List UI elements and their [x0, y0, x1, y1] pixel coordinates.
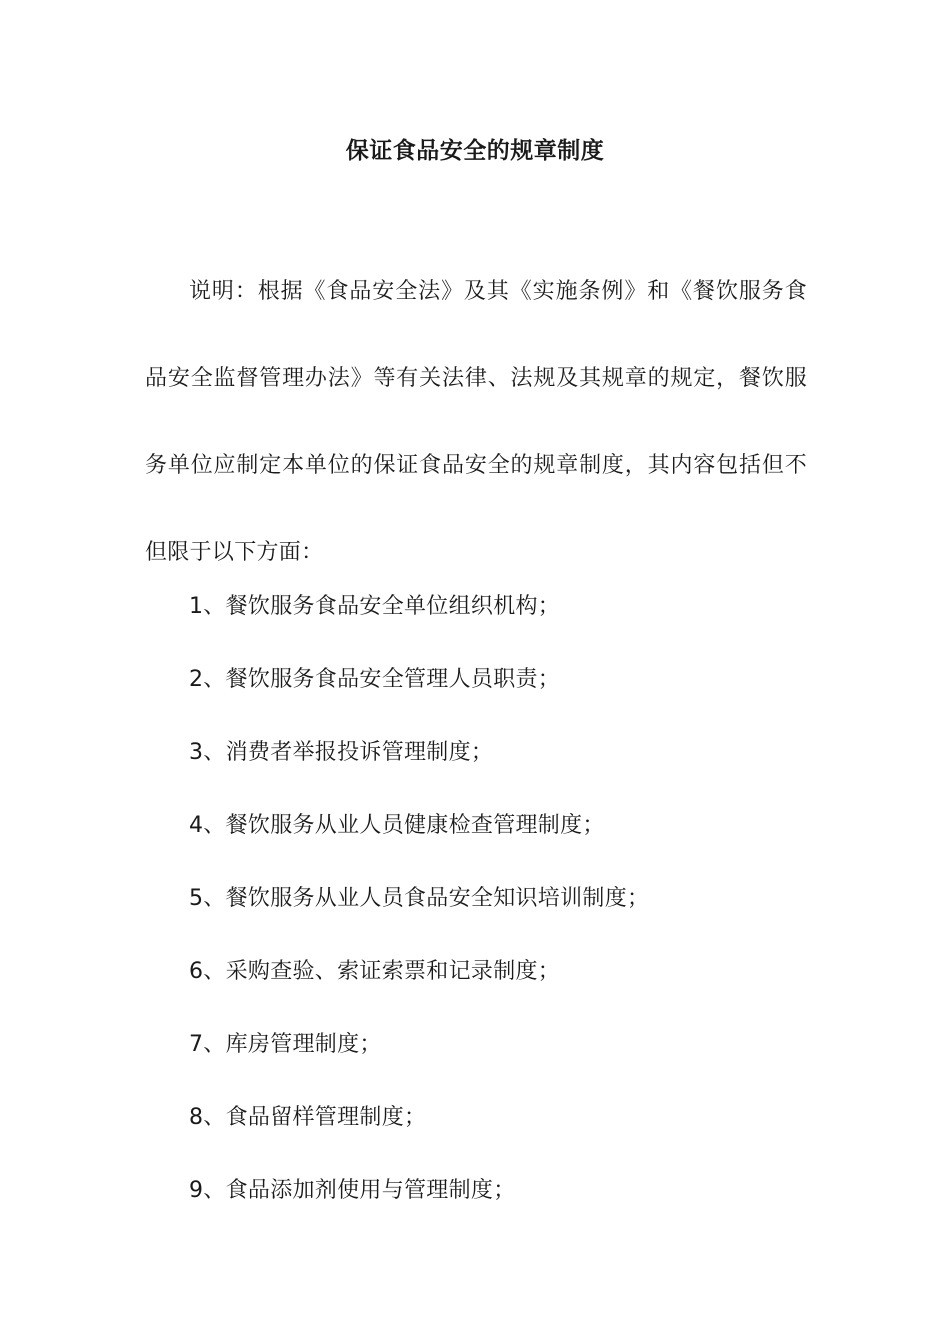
list-item: 3、消费者举报投诉管理制度；	[189, 740, 494, 765]
list-item: 5、餐饮服务从业人员食品安全知识培训制度；	[189, 886, 650, 911]
list-item: 4、餐饮服务从业人员健康检查管理制度；	[189, 813, 605, 838]
list-item: 6、采购查验、索证索票和记录制度；	[189, 959, 561, 984]
list-item: 7、库房管理制度；	[189, 1032, 382, 1057]
list-item: 1、餐饮服务食品安全单位组织机构；	[189, 594, 561, 619]
list-item: 2、餐饮服务食品安全管理人员职责；	[189, 667, 561, 692]
list-item: 8、食品留样管理制度；	[189, 1105, 427, 1130]
document-title: 保证食品安全的规章制度	[345, 138, 605, 164]
list-item: 9、食品添加剂使用与管理制度；	[189, 1178, 516, 1203]
intro-paragraph: 说明：根据《食品安全法》及其《实施条例》和《餐饮服务食品安全监督管理办法》等有关法律、法规及其规章的规定，餐饮服务单位应制定本单位的保证食品安全的规章制度，其内容包括但不但限于以下方面：	[145, 279, 807, 565]
